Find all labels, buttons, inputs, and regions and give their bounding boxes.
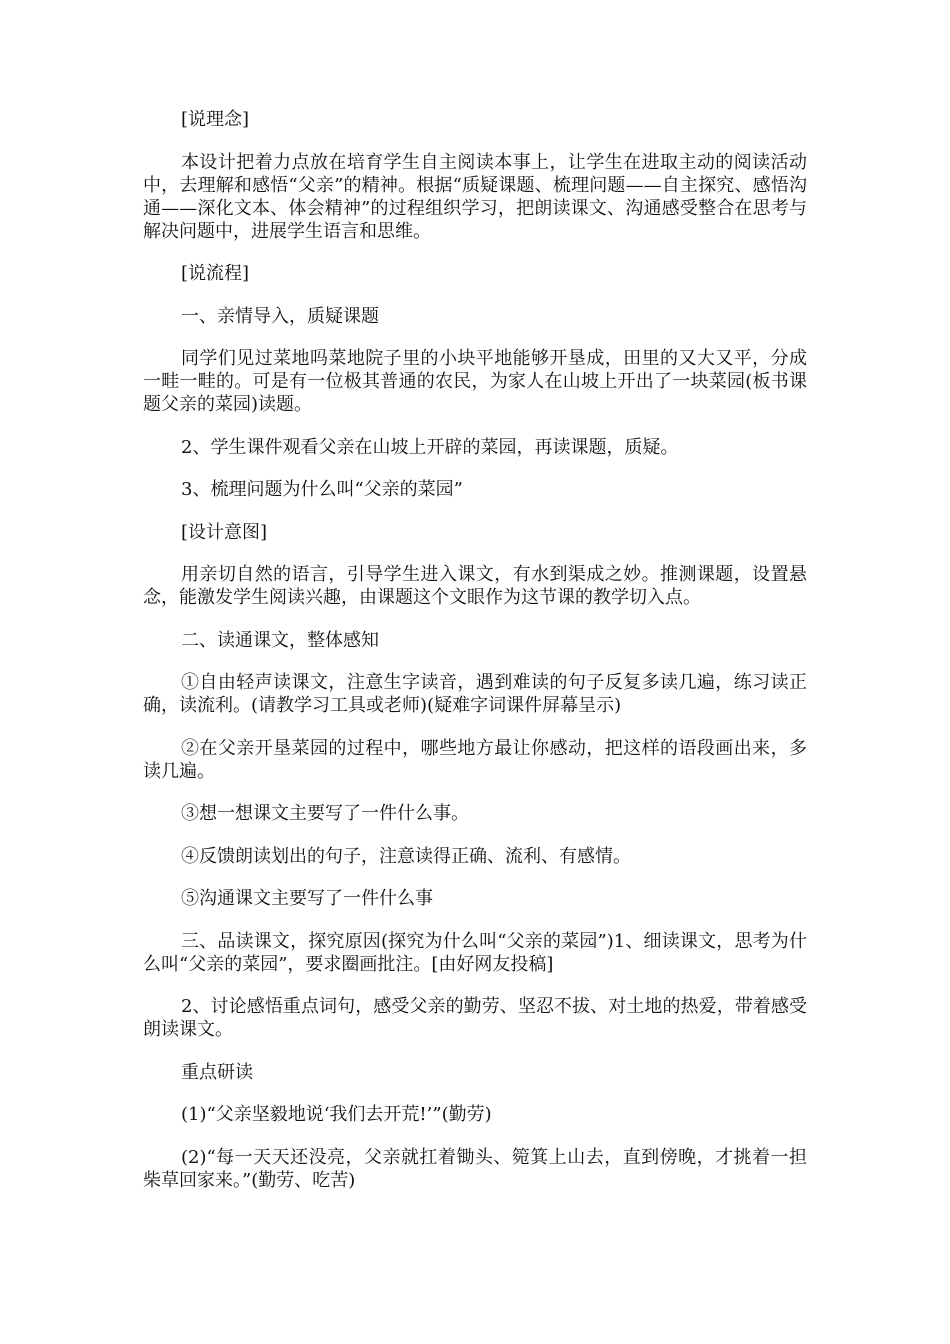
list-item-1: ①自由轻声读课文，注意生字读音，遇到难读的句子反复多读几遍，练习读正确，读流利。(请教学习工具或老师)(疑难字词课件屏幕呈示) (143, 672, 807, 716)
paragraph-discussion: 2、讨论感悟重点词句，感受父亲的勤劳、坚忍不拔、对土地的热爱，带着感受朗读课文。 (143, 996, 807, 1040)
list-item-3: ③想一想课文主要写了一件什么事。 (181, 803, 469, 824)
heading-design-intent: [设计意图] (181, 521, 268, 543)
quote-1: (1)“父亲坚毅地说‘我们去开荒!’”(勤劳) (181, 1104, 492, 1125)
document-body (143, 108, 807, 1211)
list-item-4: ④反馈朗读划出的句子，注意读得正确、流利、有感情。 (181, 845, 631, 867)
list-item-2: ②在父亲开垦菜园的过程中，哪些地方最让你感动，把这样的语段画出来，多读几遍。 (143, 737, 807, 782)
paragraph-concept: 本设计把着力点放在培育学生自主阅读本事上，让学生在进取主动的阅读活动中，去理解和感悟“父亲”的精神。根据“质疑课题、梳理问题——自主探究、感悟沟通——深化文本、体会精神”的过程组织学习，把朗读课文、沟通感受整合在思考与解决问题中，进展学生语言和思维。 (143, 151, 807, 242)
heading-process: [说流程] (181, 263, 250, 284)
heading-concept: [说理念] (181, 109, 250, 130)
quote-2: (2)“每一天天还没亮，父亲就扛着锄头、箢箕上山去，直到傍晚，才挑着一担柴草回家来。”(勤劳、吃苦) (143, 1146, 807, 1191)
paragraph-step-3: 3、梳理问题为什么叫“父亲的菜园” (181, 479, 463, 500)
section-heading-1: 一、亲情导入，质疑课题 (181, 305, 379, 327)
paragraph-step-2: 2、学生课件观看父亲在山坡上开辟的菜园，再读课题，质疑。 (181, 436, 679, 458)
section-heading-3: 三、品读课文，探究原因(探究为什么叫“父亲的菜园”)1、细读课文，思考为什么叫“父亲的菜园”，要求圈画批注。[由好网友投稿] (143, 930, 807, 975)
list-item-5: ⑤沟通课文主要写了一件什么事 (181, 888, 433, 909)
paragraph-design-intent: 用亲切自然的语言，引导学生进入课文，有水到渠成之妙。推测课题，设置悬念，能激发学生阅读兴趣，由课题这个文眼作为这节课的教学切入点。 (143, 564, 807, 608)
section-heading-2: 二、读通课文，整体感知 (181, 629, 379, 651)
paragraph-intro: 同学们见过菜地吗菜地院子里的小块平地能够开垦成，田里的又大又平，分成一畦一畦的。可是有一位极其普通的农民，为家人在山坡上开出了一块菜园(板书课题父亲的菜园)读题。 (143, 348, 807, 415)
heading-key-reading: 重点研读 (181, 1061, 253, 1083)
